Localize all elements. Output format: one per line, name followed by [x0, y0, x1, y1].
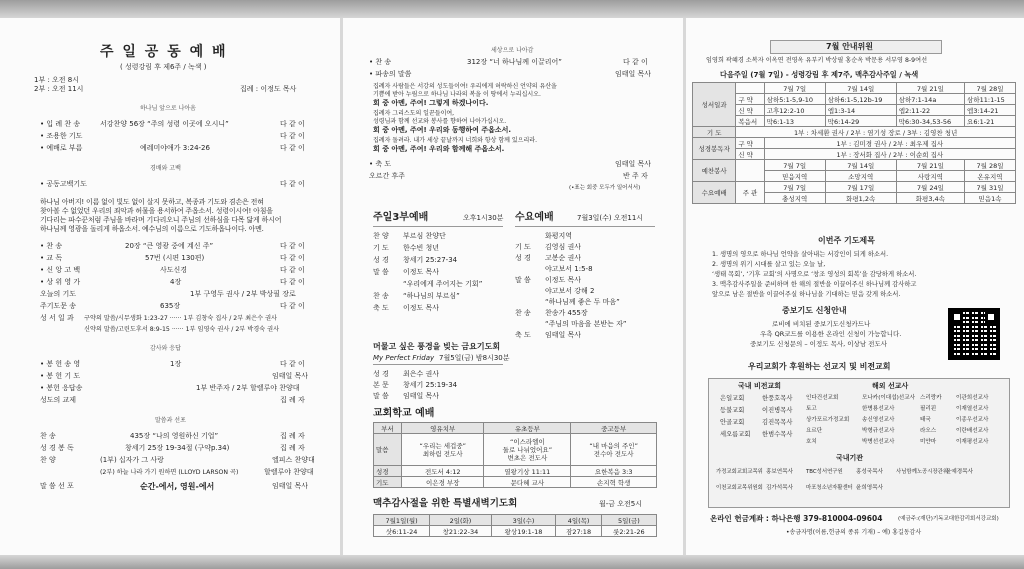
dawn-time: 월-금 오전5시: [599, 500, 643, 508]
sending-line: 회 중 아멘, 주여! 우리와 동행하여 주옵소서.: [373, 126, 512, 134]
table-cell: 복음서: [736, 116, 764, 127]
sending-line: 기쁨에 받아 누림으로 하나님 나라의 복을 이 땅에서 누리십시오.: [373, 91, 541, 98]
order-item-label: 찬 양: [40, 456, 56, 464]
table-cell: 엡3:14-21: [965, 105, 1016, 116]
table-cell: 삼하5:1-5,9-10: [764, 94, 825, 105]
agency-person: 윤희영목사: [856, 485, 884, 491]
order-item-detail: 구약의 말씀/시무생화 1:23-27 ······ 1부 김창숙 집사 / 2부 최은수 권사: [84, 315, 278, 322]
table-cell: 기도: [374, 477, 402, 488]
order-item-leader: 반 주 자: [623, 172, 648, 180]
order-item-detail: 57번 (시편 130편): [145, 254, 205, 262]
agency-name: 가정교회교회교목위: [716, 469, 763, 475]
mission-place: 요르단: [806, 428, 823, 434]
order-item-label: • 입 례 찬 송: [40, 120, 81, 128]
order-item-label: • 봉헌 응답송: [40, 384, 83, 392]
mission-person: 이진병목사: [762, 407, 793, 414]
prayer-topic: 2. 생명의 위기 시대를 살고 있는 오늘 날,: [712, 261, 826, 268]
table-cell: 구 약: [736, 94, 764, 105]
row-label: 성경봉독자: [693, 138, 736, 160]
section-heading: 경배와 고백: [150, 165, 181, 172]
table-cell: 창21:22-34: [430, 526, 491, 537]
table-cell: 사랑지역: [896, 171, 964, 182]
table-header: 부서: [374, 423, 402, 434]
service-time: 7월3일(수) 오전11시: [577, 214, 644, 222]
row-label: 성 경: [373, 256, 389, 264]
table-header: 7월 21일: [896, 83, 964, 94]
agency-name: TBC성서연구원: [806, 469, 843, 475]
order-item-leader: 다 같 이: [280, 302, 305, 310]
account-holder: (예금주:(재단)기독교대한감리회서강교회): [898, 516, 999, 522]
order-item-label: 오르간 후주: [369, 172, 406, 180]
section-heading: 세상으로 나아감: [491, 47, 534, 54]
mission-person: 이재열선교사: [956, 406, 989, 412]
standing-note: (•표는 회중 모두가 일어서서): [569, 185, 641, 191]
table-cell: 삼하6:1-5,12b-19: [825, 94, 896, 105]
order-item-label: 말 씀 선 포: [40, 482, 74, 490]
table-header: 영유치부: [402, 423, 484, 434]
row-label: 성 경: [515, 254, 531, 262]
agency-person: 홍보연목사: [766, 469, 794, 475]
table-header: 7월 28일: [965, 160, 1016, 171]
row-value: 이정도 목사: [545, 276, 582, 284]
order-item-label: 성 경 봉 독: [40, 444, 74, 452]
table-header: 7월1일(월): [374, 515, 430, 526]
table-cell: 말씀: [374, 434, 402, 466]
table-cell: 충성지역: [764, 193, 825, 204]
row-value: 창세기 25:19-34: [403, 381, 458, 389]
row-value: 부르심 찬양단: [403, 232, 446, 240]
row-label: 성 경: [373, 370, 389, 378]
order-item-detail: 사도신경: [160, 266, 188, 274]
table-cell: 전도서 4:12: [402, 466, 484, 477]
table-cell: 막6:30-34,53-56: [896, 116, 964, 127]
group-heading: 국내 비전교회: [738, 382, 782, 390]
account-line: 온라인 헌금계좌 : 하나은행 379-810004-09604: [710, 514, 883, 523]
table-header: 7월 17일: [825, 182, 896, 193]
order-item-label: 성 서 일 과: [40, 314, 74, 322]
section-title: 7월 안내위원: [826, 42, 873, 51]
table-cell: 왕상19:1-18: [491, 526, 556, 537]
table-cell: 삿6:11-24: [374, 526, 430, 537]
table-cell: 막6:14-29: [825, 116, 896, 127]
mission-place: 인다건선교회: [806, 395, 839, 401]
mission-person: 이재평선교사: [956, 439, 989, 445]
table-cell: 잠27:18: [556, 526, 601, 537]
table-cell: 성경: [374, 466, 402, 477]
order-item-label: • 신 앙 고 백: [40, 266, 81, 274]
row-label: 기 도: [373, 244, 389, 252]
intercession-text: 우측 QR코드를 이용한 온라인 신청이 가능합니다.: [760, 330, 902, 338]
sending-line: 집례자 그리스도의 일꾼들이여,: [373, 110, 455, 117]
officiant: 집례 : 이정도 목사: [240, 85, 297, 93]
agency-name: 이천교회교목위원회: [716, 485, 763, 491]
order-item-detail: 서강찬양 56장 “주의 성령 이곳에 오시니”: [100, 120, 229, 128]
table-header: 유초등부: [484, 423, 571, 434]
service-time: 2부 : 오전 11시: [34, 85, 84, 93]
mission-person: 이란배선교사: [956, 428, 989, 434]
service-title: 주일3부예배: [373, 212, 429, 223]
row-label: 말 씀: [373, 268, 389, 276]
guides-list: 임영희 곽혜경 소복자 이옥연 전영옥 유부키 박상필 홍순옥 박문용 서부영 8-9여선: [706, 57, 928, 64]
order-item-label: 주기도문 송: [40, 302, 77, 310]
table-cell: 손지혁 학생: [571, 477, 657, 488]
mission-place: 호치: [806, 439, 817, 445]
table-header: 7월 24일: [896, 182, 964, 193]
table-header: 7월 7일: [764, 83, 825, 94]
order-item-label: 찬 송: [40, 432, 56, 440]
table-cell: 화평1,2속: [825, 193, 896, 204]
prayer-topic: 1. 생명의 영으로 하나님 언약을 살아내는 서강인이 되게 하소서.: [712, 251, 889, 258]
row-value: “주님의 마음을 본받는 자”: [545, 320, 627, 328]
table-cell: 열왕기상 11:11: [484, 466, 571, 477]
table-header: 7월 14일: [825, 83, 896, 94]
row-value: 고봉순 권사: [545, 254, 582, 262]
mission-place: 세오름교회: [720, 431, 751, 438]
sending-line: 회 중 아멘, 주여! 우리와 함께해 주옵소서.: [373, 145, 505, 153]
row-value: 화평지역: [545, 232, 573, 240]
agency-name: 사님함께노공시장관위: [896, 469, 949, 475]
order-item-leader: 집 례 자: [280, 432, 305, 440]
table-cell: 요6:1-21: [965, 116, 1016, 127]
table-cell: 요한복음 3:3: [571, 466, 657, 477]
mission-place: 태국: [920, 417, 931, 423]
prayer-topic: 3. 맥추감사주일을 준비하며 한 해의 절반을 이끌어주신 하나님께 감사하고: [712, 281, 917, 288]
order-item-label: • 파송의 말씀: [369, 70, 412, 78]
table-cell: 삼하11:1-15: [965, 94, 1016, 105]
order-item-leader: 다 같 이: [623, 58, 648, 66]
service-time: 1부 : 오전 8시: [34, 76, 79, 84]
mission-person: 모나카(이대섭)선교사: [862, 395, 915, 401]
row-label: 축 도: [515, 331, 531, 339]
order-item-label: • 교 독: [40, 254, 63, 262]
order-item-detail: 635장: [160, 302, 181, 310]
mission-person: 박병선선교사: [862, 439, 895, 445]
table-cell: 막6:1-13: [764, 116, 825, 127]
order-item-leader: 임태일 목사: [615, 70, 652, 78]
service-time: 7월5일(금) 밤8시30분: [439, 354, 510, 362]
mission-person: 김진목목사: [762, 419, 793, 426]
row-value: 한수빈 청년: [403, 244, 440, 252]
sending-line: 성령님과 함께 선교와 봉사를 향하여 나아가십시오.: [373, 118, 507, 125]
row-value: 최은수 권사: [403, 370, 440, 378]
row-label: 성서일과: [693, 83, 736, 127]
order-item-detail: 435장 “나의 영원하신 기업”: [130, 432, 219, 440]
order-item-detail: 1부 구영두 권사 / 2부 박상필 장로: [190, 290, 296, 298]
row-label: 본 문: [373, 381, 389, 389]
mission-person: 이관희선교사: [956, 395, 989, 401]
order-item-label: • 조용한 기도: [40, 132, 83, 140]
mission-person: 한병룡선교사: [862, 406, 895, 412]
order-item-leader: 다 같 이: [280, 278, 305, 286]
order-item-leader: 다 같 이: [280, 132, 305, 140]
table-cell: [736, 160, 764, 182]
row-label: 수요예배: [693, 182, 736, 204]
prayer-topics-title: 이번주 기도제목: [818, 236, 875, 245]
mission-place: 스리랑카: [920, 395, 942, 401]
order-item-detail: 4장: [170, 278, 182, 286]
order-item-label: 성도의 교제: [40, 396, 77, 404]
order-item-label: • 공동고백기도: [40, 180, 87, 188]
table-header: 7월 7일: [764, 182, 825, 193]
order-item-label: • 봉 헌 기 도: [40, 372, 81, 380]
table-cell: 신 약: [736, 149, 764, 160]
mission-person: 한풍호목사: [762, 395, 793, 402]
table-header: 7월 28일: [965, 83, 1016, 94]
section-heading: 하나님 앞으로 나아옴: [140, 105, 196, 112]
table-header: 7월 7일: [764, 160, 825, 171]
order-item-leader: 다 같 이: [280, 266, 305, 274]
agency-person: 홍성국목사: [856, 469, 884, 475]
table-header: 7월 21일: [896, 160, 964, 171]
intercession-text: 로비에 비치된 중보기도신청카드나: [772, 320, 871, 328]
table-cell: 엡2:11-22: [896, 105, 964, 116]
order-item-leader: 임태일 목사: [272, 482, 309, 490]
table-cell: 1부 : 장서화 집사 / 2부 : 이순희 집사: [764, 149, 1015, 160]
row-value: 김영심 권사: [545, 243, 582, 251]
table-cell: 믿음지역: [764, 171, 825, 182]
prayer-text: 하나님께 영광을 돌리게 하옵소서. 예수님의 이름으로 기도하옵나이다. 아멘.: [40, 225, 264, 233]
order-item-label: 오늘의 기도: [40, 290, 77, 298]
order-item-detail: (1부) 십자가 그 사랑: [100, 456, 164, 464]
order-item-leader: 다 같 이: [280, 180, 305, 188]
row-value: 야고보서 강해 2: [545, 287, 595, 295]
order-item-detail: 신약의 말씀/고린도후서 8:9-15 ······ 1부 임영숙 권사 / 2부 박경숙 권사: [84, 326, 280, 333]
section-heading: 감사와 응답: [150, 345, 181, 352]
panel-announcements: [686, 18, 1024, 555]
row-value: 찬송가 455장: [545, 309, 588, 317]
account-note: •송금자명(이름,헌금의 종류 기재) – 예) 홍길동감사: [786, 529, 922, 536]
prayer-topic: ‘생태 목회’, ‘기후 교회’의 사명으로 ‘창조 영성의 회복’을 감당하게 하소서.: [712, 271, 917, 278]
table-cell: [736, 83, 764, 94]
row-label: 축 도: [373, 304, 389, 312]
table-cell: 구 약: [736, 138, 764, 149]
order-item-label: • 찬 송: [369, 58, 392, 66]
divider: [373, 364, 503, 365]
missions-title: 우리교회가 후원하는 선교지 및 비전교회: [748, 362, 891, 371]
sending-line: 회 중 아멘, 주여! 그렇게 하겠나이다.: [373, 99, 489, 107]
table-cell: 1부 : 김미경 권사 / 2부 : 최우제 집사: [764, 138, 1015, 149]
order-item-detail: 창세기 25장 19-34절 (구약p.34): [125, 444, 230, 452]
table-cell: 믿음1속: [965, 193, 1016, 204]
table-cell: 신 약: [736, 105, 764, 116]
mission-place: 은일교회: [720, 395, 745, 402]
row-value: 창세기 25:27-34: [403, 256, 458, 264]
row-value: 임태일 목사: [545, 331, 582, 339]
table-header: 5일(금): [601, 515, 656, 526]
prayer-text: 찾아볼 수 없었던 우리의 죄악과 허물을 용서하여 주옵소서. 성령이시여! 아침을: [40, 207, 273, 215]
qr-code-icon[interactable]: [948, 308, 1000, 360]
order-item-detail: 1장: [170, 360, 182, 368]
mission-person: 박형규선교사: [862, 428, 895, 434]
table-cell: 주 관: [736, 182, 764, 204]
table-header: 2일(화): [430, 515, 491, 526]
table-cell: 이은경 부장: [402, 477, 484, 488]
row-label: 말 씀: [373, 392, 389, 400]
row-value: 임태일 목사: [403, 392, 440, 400]
row-value: 이정도 목사: [403, 304, 440, 312]
table-cell: 고후12:2-10: [764, 105, 825, 116]
order-item-leader: 임태일 목사: [615, 160, 652, 168]
row-label: 기 도: [515, 243, 531, 251]
lectionary-table: [692, 82, 1016, 204]
page-subtitle: ( 성령강림 후 제6주 / 녹색 ): [120, 63, 207, 71]
order-item-leader: 다 같 이: [280, 144, 305, 152]
order-item-detail: (2부) 하늘 나라 가기 원하면 (LLOYD LARSON 곡): [100, 469, 239, 476]
order-item-label: • 봉 헌 송 영: [40, 360, 81, 368]
panel-services: [343, 18, 683, 555]
service-time: 오후1시30분: [463, 214, 504, 222]
prayer-topic: 앞으로 남은 절반을 이끌어주실 하나님을 기대하는 믿음 갖게 하소서.: [712, 291, 901, 298]
divider: [515, 226, 655, 227]
order-item-leader: 다 같 이: [280, 254, 305, 262]
table-cell: 소망지역: [825, 171, 896, 182]
table-header: 4일(목): [556, 515, 601, 526]
group-heading: 국내기관: [836, 454, 864, 462]
row-label: 말 씀: [515, 276, 531, 284]
section-heading: 말씀과 선포: [155, 417, 186, 424]
order-item-leader: 집 례 자: [280, 444, 305, 452]
order-item-leader: 임태일 목사: [272, 372, 309, 380]
agency-person: 김가석목사: [766, 485, 794, 491]
order-item-leader: 집 례 자: [280, 396, 305, 404]
order-item-leader: 엘피스 찬양대: [272, 456, 315, 464]
bottom-band: [0, 555, 1024, 569]
dawn-title: 맥추감사절을 위한 특별새벽기도회: [373, 498, 518, 509]
mission-place: 토고: [806, 406, 817, 412]
order-item-leader: 다 같 이: [280, 242, 305, 250]
intercession-text: 중보기도 신청문의 – 이정도 목사, 이상남 전도사: [750, 340, 888, 348]
mission-person: 이종우선교사: [956, 417, 989, 423]
dawn-table: [373, 514, 657, 537]
table-header: 7월 31일: [965, 182, 1016, 193]
table-cell: “이스라엘이 둘로 나뉘었어요” 변초은 전도사: [484, 434, 571, 466]
service-title: 수요예배: [515, 212, 554, 223]
service-subtitle: My Perfect Friday: [373, 354, 435, 362]
agency-person: 윤예경목사: [946, 469, 974, 475]
row-label: 찬 송: [515, 309, 531, 317]
table-cell: 온유지역: [965, 171, 1016, 182]
order-item-leader: 다 같 이: [280, 360, 305, 368]
row-value: “하나님께 좋은 두 마음”: [545, 298, 620, 306]
table-header: 7월 14일: [825, 160, 896, 171]
table-cell: 엡1:3-14: [825, 105, 896, 116]
prayer-text: 하나님 아버지! 이름 없이 빛도 없이 살지 못하고, 복종과 기도와 겸손은 전혀: [40, 198, 264, 206]
service-title: 머물고 싶은 풍경을 빚는 금요기도회: [373, 342, 501, 351]
row-value: 이정도 목사: [403, 268, 440, 276]
table-cell: “우리는 세겁중” 최하림 전도사: [402, 434, 484, 466]
table-header: 3일(수): [491, 515, 556, 526]
mission-place: 안골교회: [720, 419, 745, 426]
mission-place: 등불교회: [720, 407, 745, 414]
row-label: 찬 양: [373, 232, 389, 240]
mission-place: 상가포르가정교회: [806, 417, 850, 423]
row-value: “우리에게 주어지는 기회”: [403, 280, 483, 288]
mission-person: 송신영선교사: [862, 417, 895, 423]
row-value: 야고보서 1:5-8: [545, 265, 593, 273]
table-cell: 문다혜 교사: [484, 477, 571, 488]
sending-line: 집례자 돌려라. 내가 세상 끝날까지 너희와 항상 함께 있으리라.: [373, 137, 537, 144]
panel-order-of-worship: [0, 18, 340, 555]
group-heading: 해외 선교사: [872, 382, 909, 390]
mission-place: 필리핀: [920, 406, 937, 412]
top-band: [0, 0, 1024, 18]
next-sunday: 다음주일 (7월 7일) - 성령강림 후 제7주, 맥추감사주일 / 녹색: [720, 70, 919, 79]
sending-line: 집례자 사람들은 서강의 성도들이여! 우리에게 허락하신 언약의 유산을: [373, 83, 557, 90]
row-label: 찬 송: [373, 292, 389, 300]
prayer-text: 기다리는 파수꾼처럼 주님을 바라며 기다리오니 주님의 선하심을 다목 닮게 하시어: [40, 216, 282, 224]
table-cell: 삼하7:1-14a: [896, 94, 964, 105]
row-label: 예찬봉사: [693, 160, 736, 182]
order-item-label: • 예배로 부름: [40, 144, 83, 152]
order-item-label: • 찬 송: [40, 242, 63, 250]
order-item-label: • 축 도: [369, 160, 392, 168]
agency-name: 마포청소년자활센터: [806, 485, 853, 491]
mission-place: 미얀마: [920, 439, 937, 445]
page-title: 주 일 공 동 예 배: [100, 44, 228, 60]
row-label: 기 도: [693, 127, 736, 138]
table-cell: 화평3,4속: [896, 193, 964, 204]
table-cell: 룻2:21-26: [601, 526, 656, 537]
divider: [373, 226, 503, 227]
mission-place: 라오스: [920, 428, 937, 434]
table-cell: 1부 : 차세환 권사 / 2부 : 염기성 장로 / 3부 : 김영찬 청년: [736, 127, 1016, 138]
table-cell: “내 마음의 주인” 전수아 전도사: [571, 434, 657, 466]
order-item-detail: 20장 “큰 영광 중에 계신 주”: [125, 242, 214, 250]
order-item-label: • 상 위 영 가: [40, 278, 81, 286]
order-item-leader: 할렐루야 찬양대: [264, 468, 314, 476]
intercession-title: 중보기도 신청안내: [782, 306, 847, 315]
school-table: [373, 422, 657, 488]
sermon-title: 순간-에서, 영원-에서: [140, 482, 215, 491]
order-item-detail: 312장 “너 하나님께 이끌리어”: [467, 58, 562, 66]
order-item-detail: 예레미야애가 3:24-26: [140, 144, 210, 152]
order-item-detail: 1부 반주자 / 2부 할렐루야 찬양대: [196, 384, 300, 392]
table-header: 중고등부: [571, 423, 657, 434]
mission-person: 한범수목사: [762, 431, 793, 438]
order-item-leader: 다 같 이: [280, 120, 305, 128]
row-value: “하나님의 부르심”: [403, 292, 460, 300]
school-title: 교회학교 예배: [373, 408, 435, 419]
